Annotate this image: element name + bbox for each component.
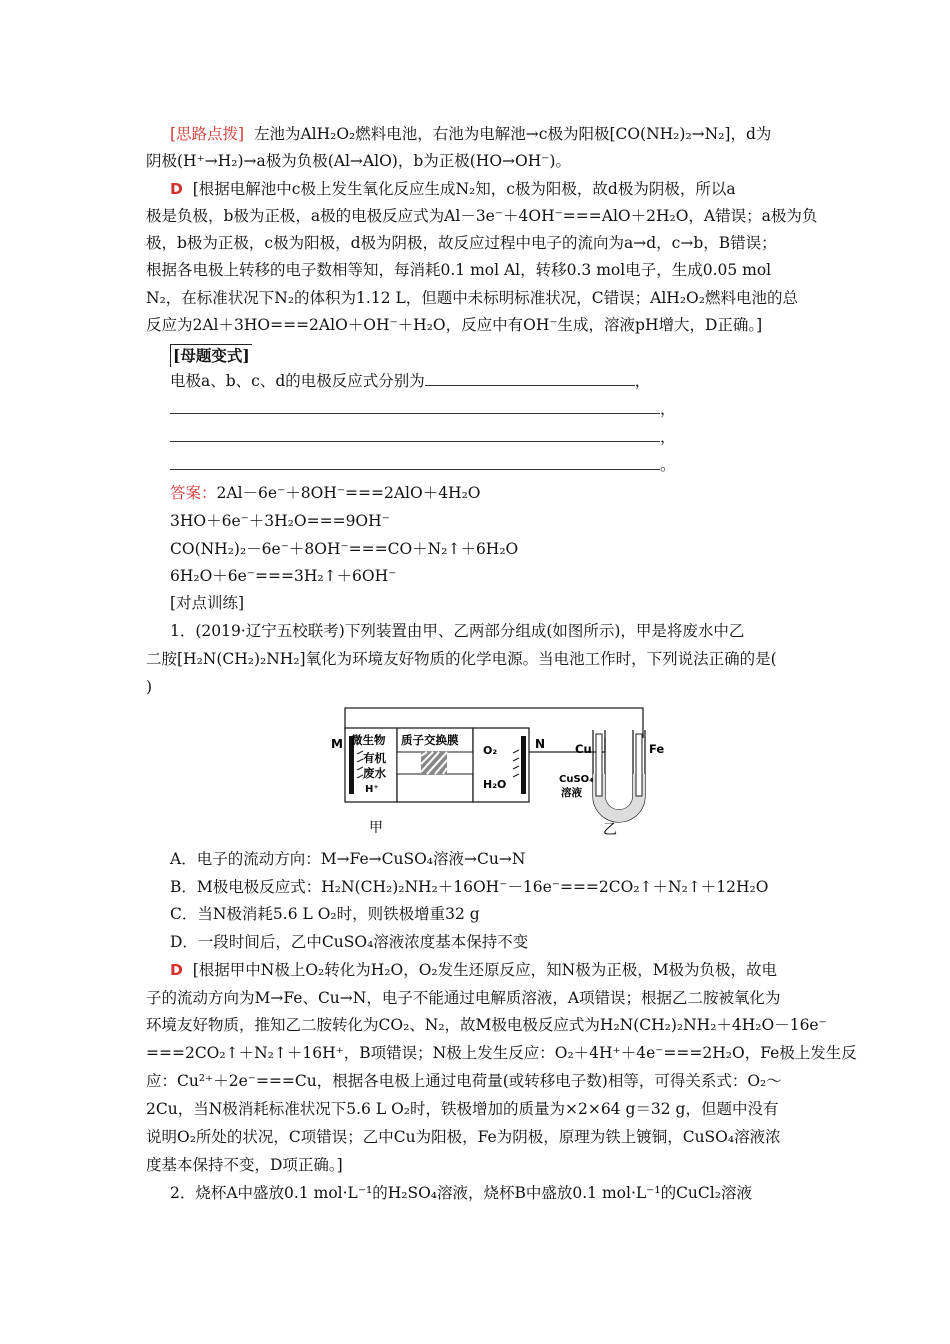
answer-blank-1[interactable]: [425, 370, 635, 386]
variant-heading: [170, 344, 252, 367]
answer2-line-3: 环境友好物质，推知乙二胺转化为CO₂、N₂，故M极电极反应式为H₂N(CH₂)₂NH₂＋4H₂O－16e⁻: [146, 1016, 827, 1034]
q1-figure: [305, 700, 675, 845]
q1-option-d: D．一段时间后，乙中CuSO₄溶液浓度基本保持不变: [170, 933, 529, 951]
q1-line-2: 二胺[H₂N(CH₂)₂NH₂]氧化为环境友好物质的化学电源。当电池工作时，下列说法正确的是(: [146, 650, 777, 668]
u-tube-inner: [605, 730, 633, 810]
answer2-line-8: 度基本保持不变，D项正确。]: [146, 1156, 343, 1174]
label-m: M: [331, 737, 343, 751]
q1-option-a: A．电子的流动方向：M→Fe→CuSO₄溶液→Cu→N: [170, 850, 526, 868]
answer1-line-4: 根据各电极上转移的电子数相等知，每消耗0.1 mol Al，转移0.3 mol电子，生成0.05 mol: [146, 261, 772, 279]
label-o2: O₂: [483, 744, 498, 757]
label-microbe: 微生物: [351, 733, 386, 747]
answer1-text-1: [根据电解池中c极上发生氧化反应生成N₂知，c极为阳极，故d极为阴极，所以a: [192, 180, 736, 198]
label-hplus: H⁺: [365, 784, 379, 795]
q1-line-3: ): [146, 678, 153, 696]
electrode-n: [521, 736, 526, 794]
answer-blank-2[interactable]: [170, 398, 660, 414]
answer2-line-1: [170, 959, 777, 981]
q1-option-c: C．当N极消耗5.6 L O₂时，则铁极增重32 g: [170, 905, 480, 923]
hint-label: [思路点拨]: [170, 125, 245, 143]
hint-line-1: [170, 123, 771, 145]
answer1-line-5: N₂，在标准状况下N₂的体积为1.12 L，但题中未标明标准状况，C错误；AlH₂O₂燃料电池的总: [146, 289, 798, 307]
label-n: N: [535, 737, 546, 751]
variant-answer-2: 3HO＋6e⁻＋3H₂O===9OH⁻: [170, 512, 390, 530]
hint-line-2: 阴极(H⁺→H₂)→a极为负极(Al→AlO)，b为正极(HO→OH⁻)。: [146, 152, 571, 170]
answer2-line-5: 应：Cu²⁺＋2e⁻===Cu，根据各电极上通过电荷量(或转移电子数)相等，可得关系式：O₂～: [146, 1072, 782, 1090]
variant-blank-line-2: [170, 398, 676, 420]
hint-text-1: 左池为AlH₂O₂燃料电池，右池为电解池→c极为阳极[CO(NH₂)₂→N₂]，d为: [253, 125, 772, 143]
variant-answer-1: [170, 482, 481, 504]
label-solution: 溶液: [561, 787, 582, 799]
answer2-line-7: 说明O₂所处的状况，C项错误；乙中Cu为阳极，Fe为阴极，原理为铁上镀铜，CuSO₄溶液浓: [146, 1128, 781, 1146]
q1-option-b: B．M极电极反应式：H₂N(CH₂)₂NH₂＋16OH⁻－16e⁻===2CO₂↑＋N₂↑＋12H₂O: [170, 878, 769, 896]
variant-question: [170, 370, 650, 392]
variant-label: [母题变式]: [170, 344, 252, 367]
label-waste: 废水: [363, 766, 386, 780]
variant-blank-line-3: [170, 426, 676, 448]
label-fe: Fe: [649, 742, 665, 756]
electrode-cu: [596, 734, 602, 796]
variant-answer-3: CO(NH₂)₂－6e⁻＋8OH⁻===CO＋N₂↑＋6H₂O: [170, 540, 519, 558]
answer1-line-3: 极，b极为正极，c极为阳极，d极为阴极，故反应过程中电子的流向为a→d，c→b，B错误；: [146, 234, 777, 252]
q1-line-1: 1．(2019·辽宁五校联考)下列装置由甲、乙两部分组成(如图所示)，甲是将废水中乙: [170, 622, 745, 640]
answer1-line-6: 反应为2Al＋3HO===2AlO＋OH⁻＋H₂O，反应中有OH⁻生成，溶液pH增大，D正确。]: [146, 316, 763, 334]
q2-line-1: 2．烧杯A中盛放0.1 mol·L⁻¹的H₂SO₄溶液，烧杯B中盛放0.1 mol·L⁻¹的CuCl₂溶液: [170, 1184, 752, 1202]
answer2-letter: D: [170, 961, 183, 979]
blank-comma-1: ，: [634, 372, 651, 390]
caption-yi: 乙: [603, 822, 617, 838]
variant-blank-line-4: [170, 454, 676, 476]
training-label: [对点训练]: [170, 594, 245, 612]
answer-blank-3[interactable]: [170, 426, 660, 442]
label-cu: Cu: [575, 742, 592, 756]
blank-comma-2: ，: [660, 400, 676, 418]
answer1-letter: D: [170, 180, 183, 198]
blank-period: 。: [660, 456, 676, 474]
blank-comma-3: ，: [660, 428, 676, 446]
answer-blank-4[interactable]: [170, 454, 660, 470]
answer2-text-1: [根据甲中N极上O₂转化为H₂O，O₂发生还原反应，知N极为正极，M极为负极，故电: [192, 961, 778, 979]
label-membrane: 质子交换膜: [401, 733, 459, 747]
answer2-line-4: ===2CO₂↑＋N₂↑＋16H⁺，B项错误；N极上发生反应：O₂＋4H⁺＋4e⁻===2H₂O，Fe极上发生反: [146, 1044, 857, 1062]
answer1-line-1: [170, 178, 736, 200]
variant-answer-label: 答案：: [170, 484, 217, 502]
variant-answer-a1: 2Al－6e⁻＋8OH⁻===2AlO＋4H₂O: [216, 484, 481, 502]
answer2-line-2: 子的流动方向为M→Fe、Cu→N，电子不能通过电解质溶液，A项错误；根据乙二胺被氧化为: [146, 989, 781, 1007]
electrode-fe: [636, 734, 642, 796]
answer1-line-2: 极是负极，b极为正极，a极的电极反应式为Al－3e⁻＋4OH⁻===AlO＋2H₂O，A错误；a极为负: [146, 207, 818, 225]
caption-jia: 甲: [369, 820, 383, 836]
label-h2o: H₂O: [483, 778, 507, 791]
variant-answer-4: 6H₂O＋6e⁻===3H₂↑＋6OH⁻: [170, 567, 397, 585]
label-organic: 有机: [363, 751, 386, 765]
label-cuso4: CuSO₄: [559, 774, 594, 785]
answer2-line-6: 2Cu，当N极消耗标准状况下5.6 L O₂时，铁极增加的质量为×2×64 g＝32 g，但题中没有: [146, 1100, 779, 1118]
variant-question-text: 电极a、b、c、d的电极反应式分别为: [170, 372, 425, 390]
